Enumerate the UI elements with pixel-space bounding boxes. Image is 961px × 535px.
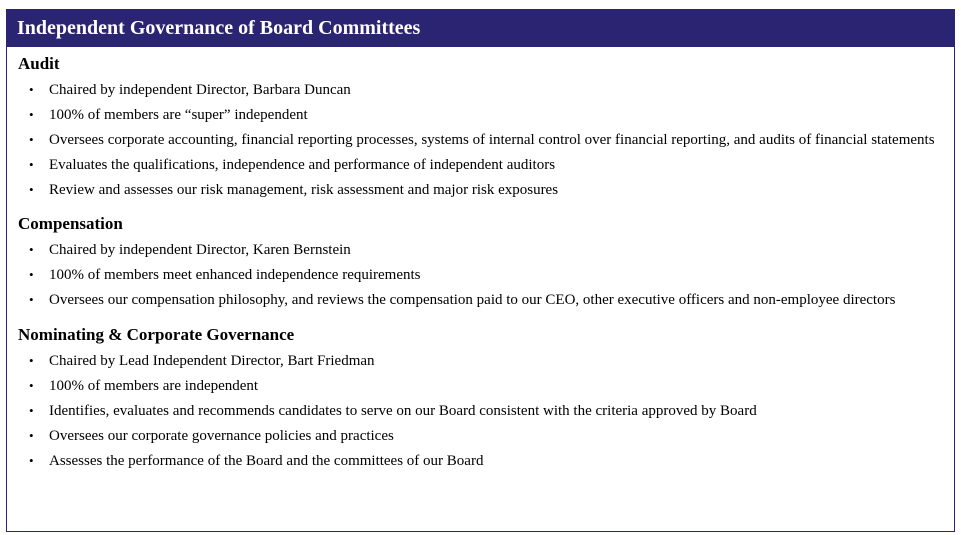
bullet-icon: • bbox=[29, 428, 34, 443]
list-item-text: 100% of members are independent bbox=[49, 378, 259, 394]
list-item-text: Chaired by independent Director, Barbara Duncan bbox=[49, 82, 351, 98]
list-item bbox=[18, 240, 942, 260]
bullet-icon: • bbox=[29, 107, 34, 122]
section-title-compensation: Compensation bbox=[18, 214, 123, 233]
list-item-text: Oversees corporate accounting, financial reporting processes, systems of internal control over financial reporting, and audits of financial statements bbox=[49, 132, 935, 148]
bullet-icon: • bbox=[29, 292, 34, 307]
list-item bbox=[18, 426, 942, 446]
bullet-icon: • bbox=[29, 378, 34, 393]
bullet-icon: • bbox=[29, 132, 34, 147]
list-item-text: 100% of members are “super” independent bbox=[49, 107, 308, 123]
list-item bbox=[18, 155, 942, 175]
list-item-text: Oversees our compensation philosophy, and reviews the compensation paid to our CEO, other executive officers and non-employee directors bbox=[49, 292, 896, 308]
list-item-text: 100% of members meet enhanced independence requirements bbox=[49, 267, 421, 283]
bullet-icon: • bbox=[29, 82, 34, 97]
list-item bbox=[18, 105, 942, 125]
list-item bbox=[18, 130, 942, 150]
section-title-audit: Audit bbox=[18, 54, 60, 73]
bullet-icon: • bbox=[29, 242, 34, 257]
bullet-icon: • bbox=[29, 353, 34, 368]
bullet-icon: • bbox=[29, 182, 34, 197]
list-item bbox=[18, 265, 942, 285]
list-item-text: Identifies, evaluates and recommends candidates to serve on our Board consistent with the criteria approved by Board bbox=[49, 403, 757, 419]
list-item bbox=[18, 80, 942, 100]
section-nominating-governance bbox=[7, 325, 954, 471]
list-item-text: Assesses the performance of the Board and the committees of our Board bbox=[49, 453, 484, 469]
bullet-icon: • bbox=[29, 157, 34, 172]
list-item-text: Chaired by Lead Independent Director, Bart Friedman bbox=[49, 353, 375, 369]
list-item bbox=[18, 376, 942, 396]
section-audit bbox=[7, 54, 954, 200]
list-item bbox=[18, 451, 942, 471]
list-item-text: Chaired by independent Director, Karen Bernstein bbox=[49, 242, 351, 258]
list-item-text: Evaluates the qualifications, independence and performance of independent auditors bbox=[49, 157, 556, 173]
section-title-nominating-governance: Nominating & Corporate Governance bbox=[18, 325, 295, 344]
section-compensation bbox=[7, 214, 954, 310]
bullet-icon: • bbox=[29, 267, 34, 282]
list-item-text: Review and assesses our risk management, risk assessment and major risk exposures bbox=[49, 182, 559, 198]
list-item bbox=[18, 401, 942, 421]
list-item bbox=[18, 290, 942, 310]
list-item bbox=[18, 351, 942, 371]
bullet-list-audit bbox=[18, 80, 942, 200]
bullet-list-nominating-governance bbox=[18, 351, 942, 471]
list-item-text: Oversees our corporate governance policies and practices bbox=[49, 428, 394, 444]
bullet-list-compensation bbox=[18, 240, 942, 310]
committees-panel bbox=[6, 9, 955, 532]
panel-title: Independent Governance of Board Committees bbox=[7, 10, 954, 47]
bullet-icon: • bbox=[29, 453, 34, 468]
list-item bbox=[18, 180, 942, 200]
bullet-icon: • bbox=[29, 403, 34, 418]
